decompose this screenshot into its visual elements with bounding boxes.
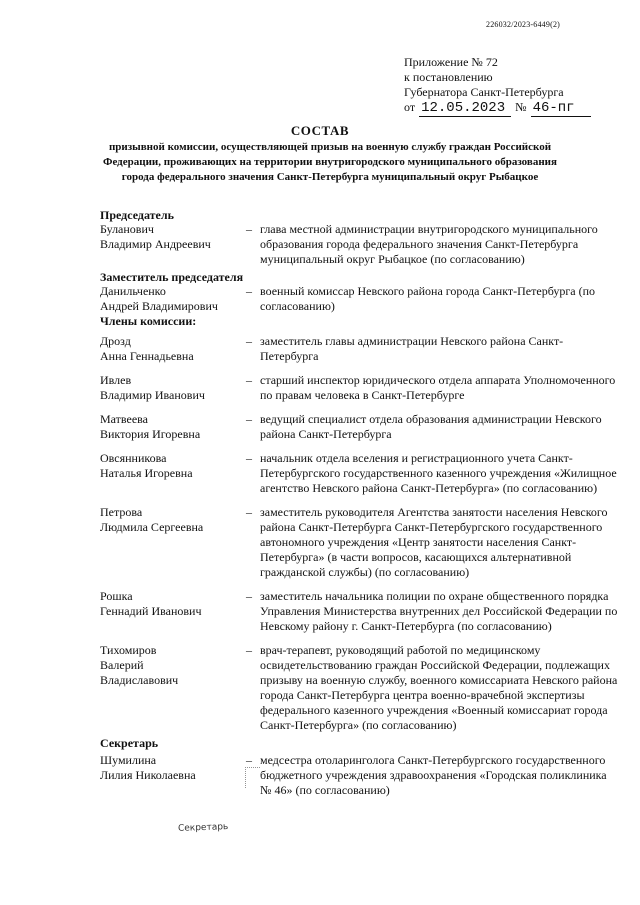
appendix-line-2: к постановлению: [404, 70, 493, 84]
dash: –: [246, 451, 252, 465]
member-name: Тихомиров Валерий Владиславович: [100, 643, 179, 687]
appendix-line-1: Приложение № 72: [404, 55, 498, 69]
dash: –: [246, 222, 252, 236]
member-row: [100, 373, 620, 403]
resolution-date: 12.05.2023: [419, 101, 511, 117]
appendix-block: [404, 55, 591, 117]
member-row: [100, 643, 620, 733]
member-row: [100, 412, 620, 442]
member-position: врач-терапевт, руководящий работой по медицинскому освидетельствованию граждан Российской Федерации, подлежащих призыву на военную службу, военного комиссариата Невского района города Санкт-Петербурга центра военно-врачебной экспертизы федерального казенного учреждения «Военный комиссариат города Санкт-Петербурга» (по согласованию): [260, 643, 618, 732]
member-position: ведущий специалист отдела образования администрации Невского района Санкт-Петербурга: [260, 412, 602, 441]
dash: –: [246, 412, 252, 426]
secretary-heading: Секретарь: [100, 736, 159, 750]
member-row: [100, 451, 620, 496]
deputy-position: военный комиссар Невского района города Санкт-Петербурга (по согласованию): [260, 284, 596, 313]
deputy-row: [100, 284, 620, 314]
member-name: Рошка Геннадий Иванович: [100, 589, 202, 618]
member-row: [100, 589, 620, 634]
member-name: Овсянникова Наталья Игоревна: [100, 451, 193, 480]
number-label: №: [515, 100, 527, 114]
appendix-line-3: Губернатора Санкт-Петербурга: [404, 85, 564, 99]
dash: –: [246, 505, 252, 519]
member-name: Петрова Людмила Сергеевна: [100, 505, 204, 534]
secretary-position: медсестра отоларинголога Санкт-Петербургского государственного бюджетного учреждения здравоохранения «Городская поликлиника № 46» (по согласованию): [260, 753, 607, 797]
member-position: старший инспектор юридического отдела аппарата Уполномоченного по правам человека в Санкт-Петербурге: [260, 373, 616, 402]
member-row: [100, 505, 620, 580]
appendix-reference-line: [404, 100, 591, 117]
dash: –: [246, 753, 252, 767]
commission-list: [100, 208, 620, 798]
chairman-heading: Председатель: [100, 208, 174, 222]
deputy-heading: Заместитель председателя: [100, 270, 244, 284]
member-name: Матвеева Виктория Игоревна: [100, 412, 201, 441]
chairman-row: [100, 222, 620, 267]
from-label: от: [404, 100, 416, 114]
secretary-name: Шумилина Лилия Николаевна: [100, 753, 196, 782]
chairman-name: Буланович Владимир Андреевич: [100, 222, 211, 251]
member-position: заместитель начальника полиции по охране общественного порядка Управления Министерства внутренних дел Российской Федерации по Невскому району г. Санкт-Петербурга (по согласованию): [260, 589, 618, 633]
member-position: начальник отдела вселения и регистрационного учета Санкт-Петербургского государственного казенного учреждения «Жилищное агентство Невского района Санкт-Петербурга» (по согласованию): [260, 451, 617, 495]
document-subtitle: призывной комиссии, осуществляющей призыв на военную службу граждан Российской Федерации, проживающих на территории внутригородского муниципального образования города федерального значения Санкт-Петербурга муниципальный округ Рыбацкое: [103, 141, 557, 183]
chairman-position: глава местной администрации внутригородского муниципального образования города федерального значения Санкт-Петербурга муниципальный округ Рыбацкое (по согласованию): [260, 222, 598, 266]
member-position: заместитель главы администрации Невского района Санкт-Петербурга: [260, 334, 564, 363]
document-title: СОСТАВ: [290, 123, 350, 138]
resolution-number: 46-пг: [531, 101, 591, 117]
members-heading: Члены комиссии:: [100, 314, 197, 328]
member-position: заместитель руководителя Агентства занятости населения Невского района Санкт-Петербурга Санкт-Петербургского государственного автономного учреждения «Центр занятости населения Санкт-Петербурга» (в части вопросов, касающихся альтернативной гражданской службы) (по согласованию): [260, 505, 608, 579]
member-name: Дрозд Анна Геннадьевна: [100, 334, 194, 363]
secretary-stamp: Секретарь: [177, 822, 229, 834]
stamp-mark: [245, 767, 260, 788]
member-row: [100, 334, 620, 364]
dash: –: [246, 589, 252, 603]
dash: –: [246, 643, 252, 657]
dash: –: [246, 284, 252, 298]
member-name: Ивлев Владимир Иванович: [100, 373, 205, 402]
deputy-name: Данильченко Андрей Владимирович: [100, 284, 218, 313]
dash: –: [246, 373, 252, 387]
document-id: 226032/2023-6449(2): [486, 20, 561, 29]
secretary-row: [100, 753, 620, 798]
dash: –: [246, 334, 252, 348]
